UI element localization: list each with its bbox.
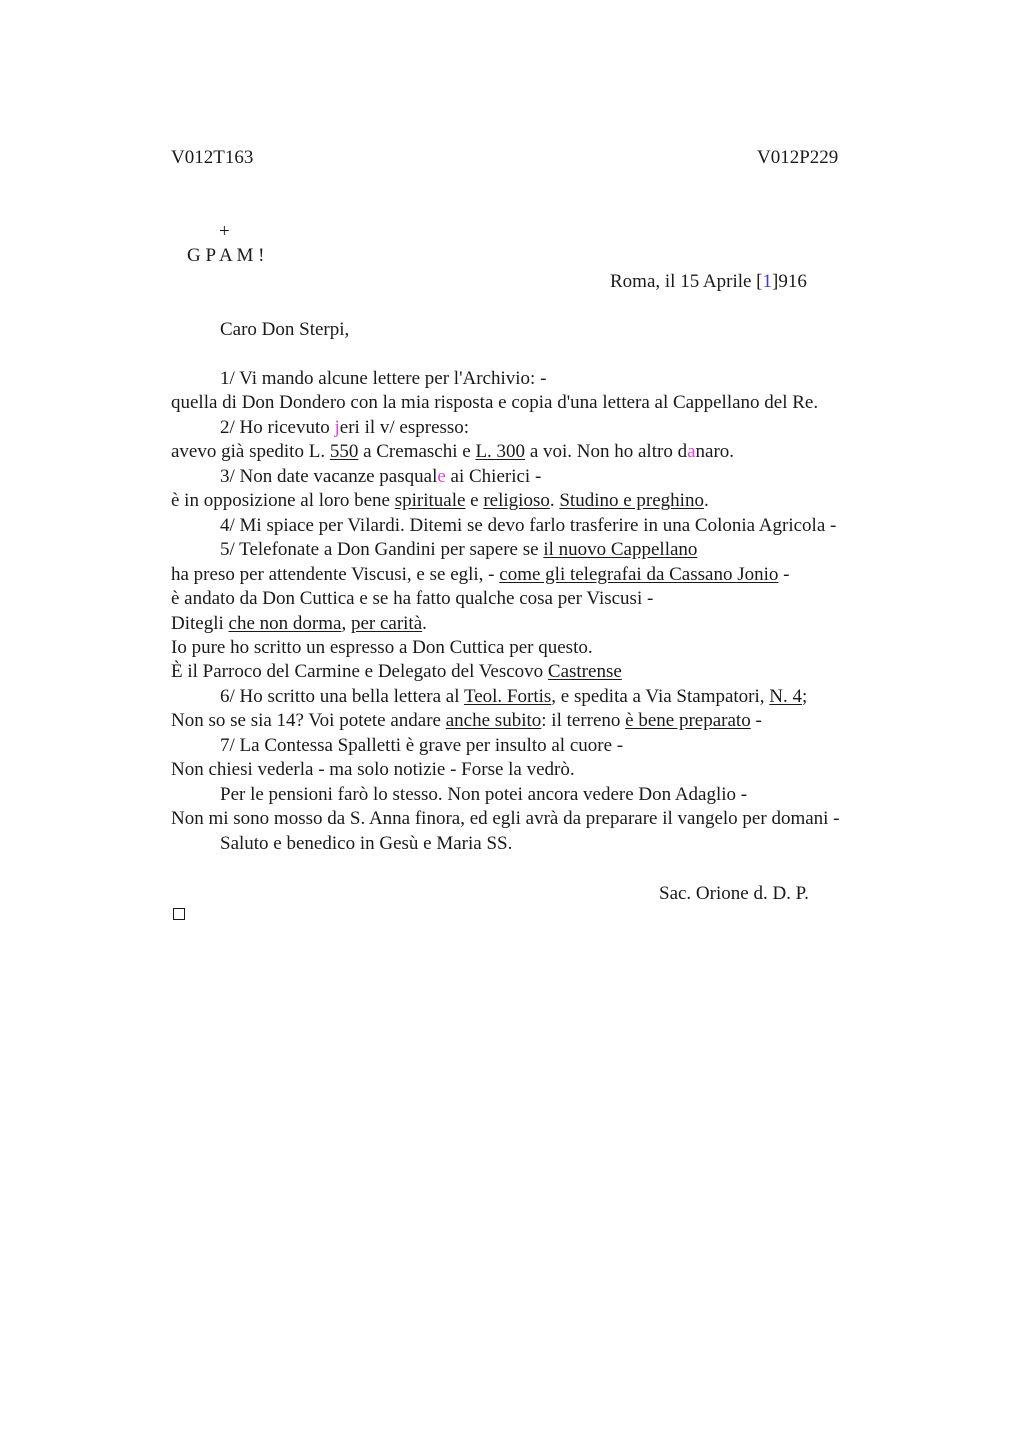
- signature: Sac. Orione d. D. P.: [659, 883, 809, 904]
- letter-line: [220, 783, 747, 807]
- underlined-text: che non dorma: [228, 612, 342, 634]
- line-text: -: [778, 563, 790, 585]
- underlined-text: Teol. Fortis: [463, 685, 552, 707]
- underlined-text: Castrense: [547, 661, 622, 683]
- line-text: Io pure ho scritto un espresso a Don Cuttica per questo.: [171, 636, 593, 658]
- underlined-text: religioso: [483, 490, 550, 512]
- line-text: ha preso per attendente Viscusi, e se egli, -: [171, 563, 500, 585]
- underlined-text: è bene preparato: [625, 710, 751, 732]
- line-text: .: [422, 612, 427, 634]
- date-bracket-digit: 1: [762, 271, 773, 292]
- line-text: 5/ Telefonate a Don Gandini per sapere se: [220, 539, 544, 561]
- document-code-right: V012P229: [757, 147, 839, 168]
- line-text: Per le pensioni farò lo stesso. Non potei ancora vedere Don Adaglio -: [220, 783, 748, 805]
- underlined-text: per carità: [350, 612, 423, 634]
- letter-line: [171, 612, 427, 636]
- letter-line: [171, 391, 818, 415]
- line-text: ;: [802, 685, 808, 707]
- line-text: ai Chierici -: [445, 465, 542, 487]
- line-text: a Cremaschi e: [358, 441, 476, 463]
- line-text: -: [750, 710, 762, 732]
- line-text: Ditegli: [171, 612, 229, 634]
- letter-line: [171, 660, 622, 684]
- line-text: e: [465, 490, 484, 512]
- invocation: G P A M !: [187, 245, 265, 266]
- line-text: a voi. Non ho altro d: [525, 441, 688, 463]
- letter-line: [220, 832, 512, 856]
- line-text: 7/ La Contessa Spalletti è grave per insulto al cuore -: [220, 734, 624, 756]
- letter-line: [220, 514, 836, 538]
- line-text: eri il v/ espresso:: [339, 416, 470, 438]
- underlined-text: N. 4: [769, 685, 803, 707]
- date-prefix: Roma, il 15 Aprile [: [610, 271, 763, 292]
- letter-line: [171, 636, 593, 660]
- line-text: : il terreno: [541, 710, 626, 732]
- line-text: avevo già spedito L.: [171, 441, 330, 463]
- highlighted-letter: j: [334, 416, 340, 438]
- line-text: 3/ Non date vacanze pasqual: [220, 465, 438, 487]
- line-text: Saluto e benedico in Gesù e Maria SS.: [220, 832, 513, 854]
- letter-line: [220, 685, 807, 709]
- line-text: naro.: [695, 441, 735, 463]
- highlighted-letter: e: [437, 465, 446, 487]
- date-suffix: ]916: [772, 271, 807, 292]
- underlined-text: L. 300: [475, 441, 526, 463]
- line-text: ,: [341, 612, 351, 634]
- underlined-text: il nuovo Cappellano: [543, 539, 698, 561]
- letter-line: [171, 563, 789, 587]
- empty-square-mark: [173, 908, 185, 920]
- line-text: .: [549, 490, 560, 512]
- line-text: Non so se sia 14? Voi potete andare: [171, 710, 446, 732]
- letter-line: [220, 416, 469, 440]
- letter-line: [220, 734, 623, 758]
- letter-line: [171, 489, 709, 513]
- letter-line: [171, 758, 575, 782]
- line-text: 6/ Ho scritto una bella lettera al: [220, 685, 464, 707]
- letter-line: [171, 807, 840, 831]
- line-text: 4/ Mi spiace per Vilardi. Ditemi se devo farlo trasferire in una Colonia Agricola -: [220, 514, 837, 536]
- letter-line: [171, 587, 653, 611]
- underlined-text: 550: [329, 441, 359, 463]
- highlighted-letter: a: [687, 441, 696, 463]
- line-text: è andato da Don Cuttica e se ha fatto qualche cosa per Viscusi -: [171, 588, 654, 610]
- underlined-text: come gli telegrafai da Cassano Jonio: [499, 563, 779, 585]
- line-text: Non chiesi vederla - ma solo notizie - Forse la vedrò.: [171, 759, 575, 781]
- letter-line: [220, 538, 697, 562]
- letter-date: [610, 270, 807, 294]
- line-text: .: [703, 490, 709, 512]
- line-text: quella di Don Dondero con la mia risposta e copia d'una lettera al Cappellano del Re.: [171, 392, 819, 414]
- line-text: è in opposizione al loro bene: [171, 490, 395, 512]
- line-text: 1/ Vi mando alcune lettere per l'Archivio: -: [220, 368, 547, 389]
- document-code-left: V012T163: [171, 147, 254, 168]
- line-text: , e spedita a Via Stampatori,: [551, 685, 770, 707]
- line-text: Non mi sono mosso da S. Anna finora, ed egli avrà da preparare il vangelo per domani -: [171, 808, 840, 830]
- letter-line: [220, 465, 541, 489]
- letter-line: [220, 367, 546, 391]
- letter-line: [171, 440, 734, 464]
- cross-symbol: +: [219, 221, 230, 242]
- line-text: È il Parroco del Carmine e Delegato del Vescovo: [171, 661, 548, 683]
- letter-line: [171, 709, 762, 733]
- greeting: Caro Don Sterpi,: [220, 319, 350, 340]
- line-text: 2/ Ho ricevuto: [220, 416, 335, 438]
- underlined-text: spirituale: [394, 490, 466, 512]
- underlined-text: anche subito: [445, 710, 542, 732]
- underlined-text: Studino e preghino: [559, 490, 704, 512]
